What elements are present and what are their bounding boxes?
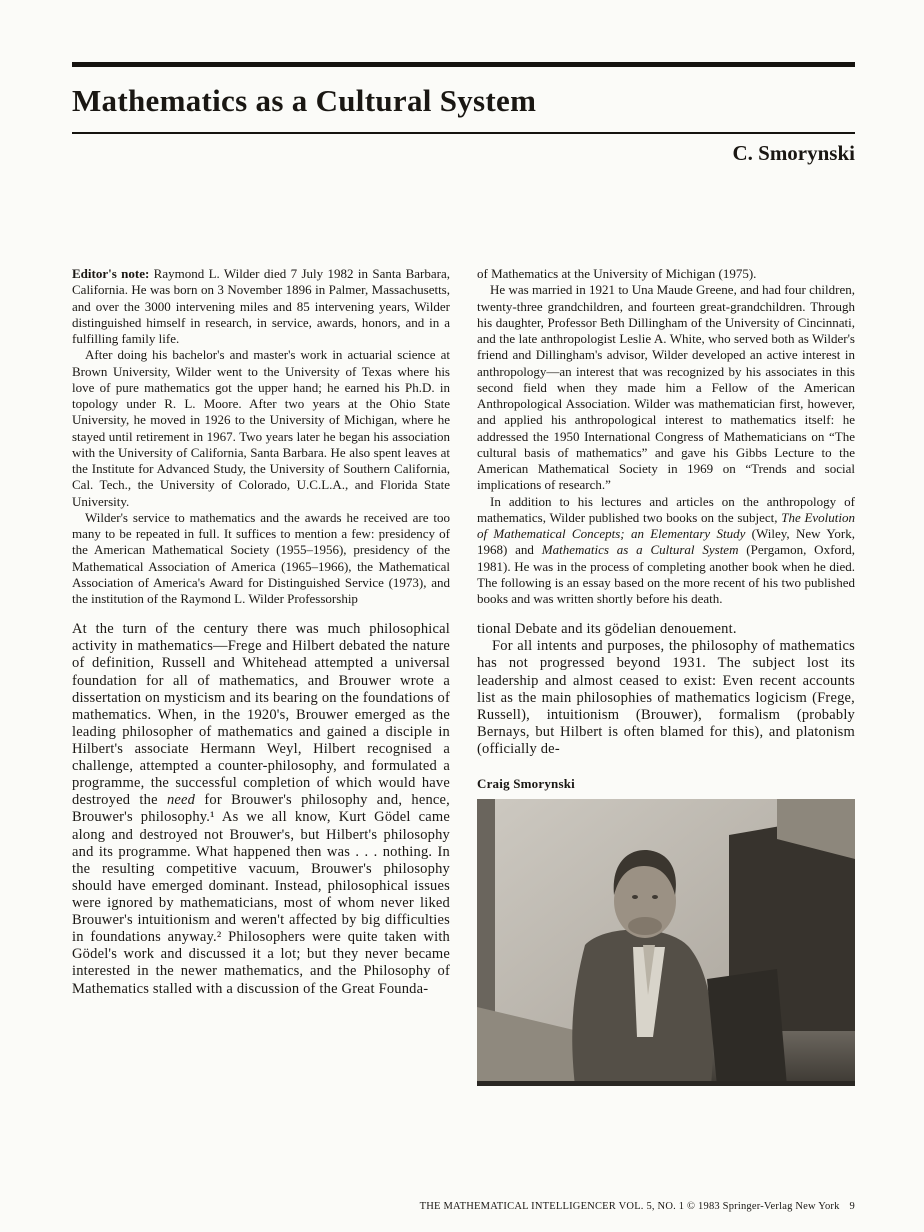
- body-paragraph: [72, 621, 450, 997]
- editor-note-text: (Wiley, New York, 1968) and: [477, 526, 855, 558]
- footer-text: THE MATHEMATICAL INTELLIGENCER VOL. 5, NO. 1 © 1983 Springer-Verlag New York: [419, 1201, 840, 1212]
- journal-footer: [420, 1201, 855, 1212]
- portrait-photo: [477, 799, 855, 1086]
- body-column-right: [477, 621, 855, 1086]
- body-text: for Brouwer's philosophy and, hence, Brouwer's philosophy.¹ As we all know, Kurt Gödel came along and destroyed not Brouwer's, but Hilbert's philosophy and its programme. What happened then was . . . nothing. In the resulting competitive vacuum, Brouwer's philosophy should have emerged dominant. Instead, philosophical issues were ignored by mathematicians, most of whom never liked Brouwer's intuitionism and weren't affected by big difficulties in foundations anyway.² Philosophers were quite taken with Gödel's work and discussed it a lot; but they never became interested in the newer mathematics, and the Philosophy of Mathematics stalled with a discussion of the Great Founda-: [72, 792, 451, 997]
- editor-note-paragraph: [477, 494, 855, 608]
- body-paragraph: tional Debate and its gödelian denouement.: [477, 621, 737, 638]
- book-title: Mathematics as a Cultural System: [541, 542, 739, 558]
- editor-note-column-left: [72, 266, 450, 607]
- top-rule: [72, 62, 855, 67]
- body-column-left: [72, 621, 450, 1086]
- editor-note-paragraph: [72, 266, 450, 347]
- page-number: 9: [849, 1201, 855, 1212]
- editor-note-text: (Pergamon, Oxford, 1981). He was in the process of completing another book when he died. The following is an essay based on the more recent of his two published books and was written shortly before his death.: [477, 542, 855, 606]
- article-title: Mathematics as a Cultural System: [72, 83, 537, 118]
- editor-note-text: Raymond L. Wilder died 7 July 1982 in Santa Barbara, California. He was born on 3 November 1896 in Palmer, Massachusetts, and over the 3000 intervening miles and 85 intervening years, Wilder distinguished himself in research, in service, awards, honors, and in a fulfilling family life.: [72, 266, 450, 346]
- book-title: The Evolution of Mathematical Concepts; an Elementary Study: [477, 509, 855, 541]
- editor-note-paragraph: Wilder's service to mathematics and the awards he received are too many to be repeated in full. It suffices to mention a few: presidency of the American Mathematical Society (1955–1956), presidency of the Mathematical Association of America (1965–1966), the Mathematical Association of America's Award for Distinguished Service (1973), and the institution of the Raymond L. Wilder Professorship: [72, 509, 450, 606]
- photo-caption: Craig Smorynski: [477, 776, 575, 792]
- editor-note-paragraph: of Mathematics at the University of Michigan (1975).: [477, 266, 757, 281]
- editor-note-paragraph: He was married in 1921 to Una Maude Greene, and had four children, twenty-three grandchildren, and fourteen great-grandchildren. Through his daughter, Professor Beth Dillingham of the University of Cincinnati, and the late anthropologist Leslie A. White, who served both as Wilder's friend and Dillingham's advisor, Wilder developed an active interest in anthropology—an interest that was recognized by his associates in this second field when they made him a Fellow of the American Anthropological Association. Wilder was mathematician first, however, and applied his anthropological interest to mathematics itself: he addressed the 1950 International Congress of Mathematicians on “The cultural basis of mathematics” and gave his Gibbs Lecture to the American Mathematical Society in 1969 on “Trends and social implications of research.”: [477, 282, 855, 493]
- title-rule: [72, 132, 855, 134]
- editor-note-label: Editor's note:: [72, 266, 150, 281]
- author-name: C. Smorynski: [732, 141, 855, 165]
- body-paragraph: For all intents and purposes, the philosophy of mathematics has not progressed beyond 1931. The subject lost its leadership and almost ceased to exist: Even recent accounts list as the main philosophies of mathematics logicism (Frege, Russell), intuitionism (Brouwer), formalism (probably Bernays, but Hilbert is often blamed for this), and platonism (officially de-: [477, 638, 855, 758]
- emphasized-word: need: [166, 792, 196, 809]
- body-text: At the turn of the century there was much philosophical activity in mathematics—Frege and Hilbert debated the nature of definition, Russell and Whitehead attempted a universal foundation for all of mathematics, and Brouwer wrote a dissertation on mysticism and its bearing on the foundations of mathematics. When, in the 1920's, Brouwer emerged as the leading philosopher of mathematics and gained a disciple in Hilbert's associate Hermann Weyl, Hilbert recognised a challenge, attempted a counter-philosophy, and formulated a programme, the successful completion of which would have destroyed the: [72, 621, 450, 809]
- editor-note-section: [72, 266, 855, 607]
- editor-note-column-right: [477, 266, 855, 607]
- editor-note-paragraph: After doing his bachelor's and master's work in actuarial science at Brown University, Wilder went to the University of Texas where his love of pure mathematics got the upper hand; he earned his Ph.D. in topology under R. L. Moore. After two years at the Ohio State University, he moved in 1926 to the University of Michigan, where he stayed until retirement in 1967. Two years later he began his association with the University of California, Santa Barbara. He also spent leaves at the Institute for Advanced Study, the University of Southern California, Cal. Tech., the University of Colorado, U.C.L.A., and Florida State University.: [72, 347, 450, 509]
- portrait-photo-graphic: [477, 799, 855, 1086]
- article-body: [72, 621, 855, 1086]
- editor-note-text: In addition to his lectures and articles on the anthropology of mathematics, Wilder published two books on the subject,: [477, 493, 855, 525]
